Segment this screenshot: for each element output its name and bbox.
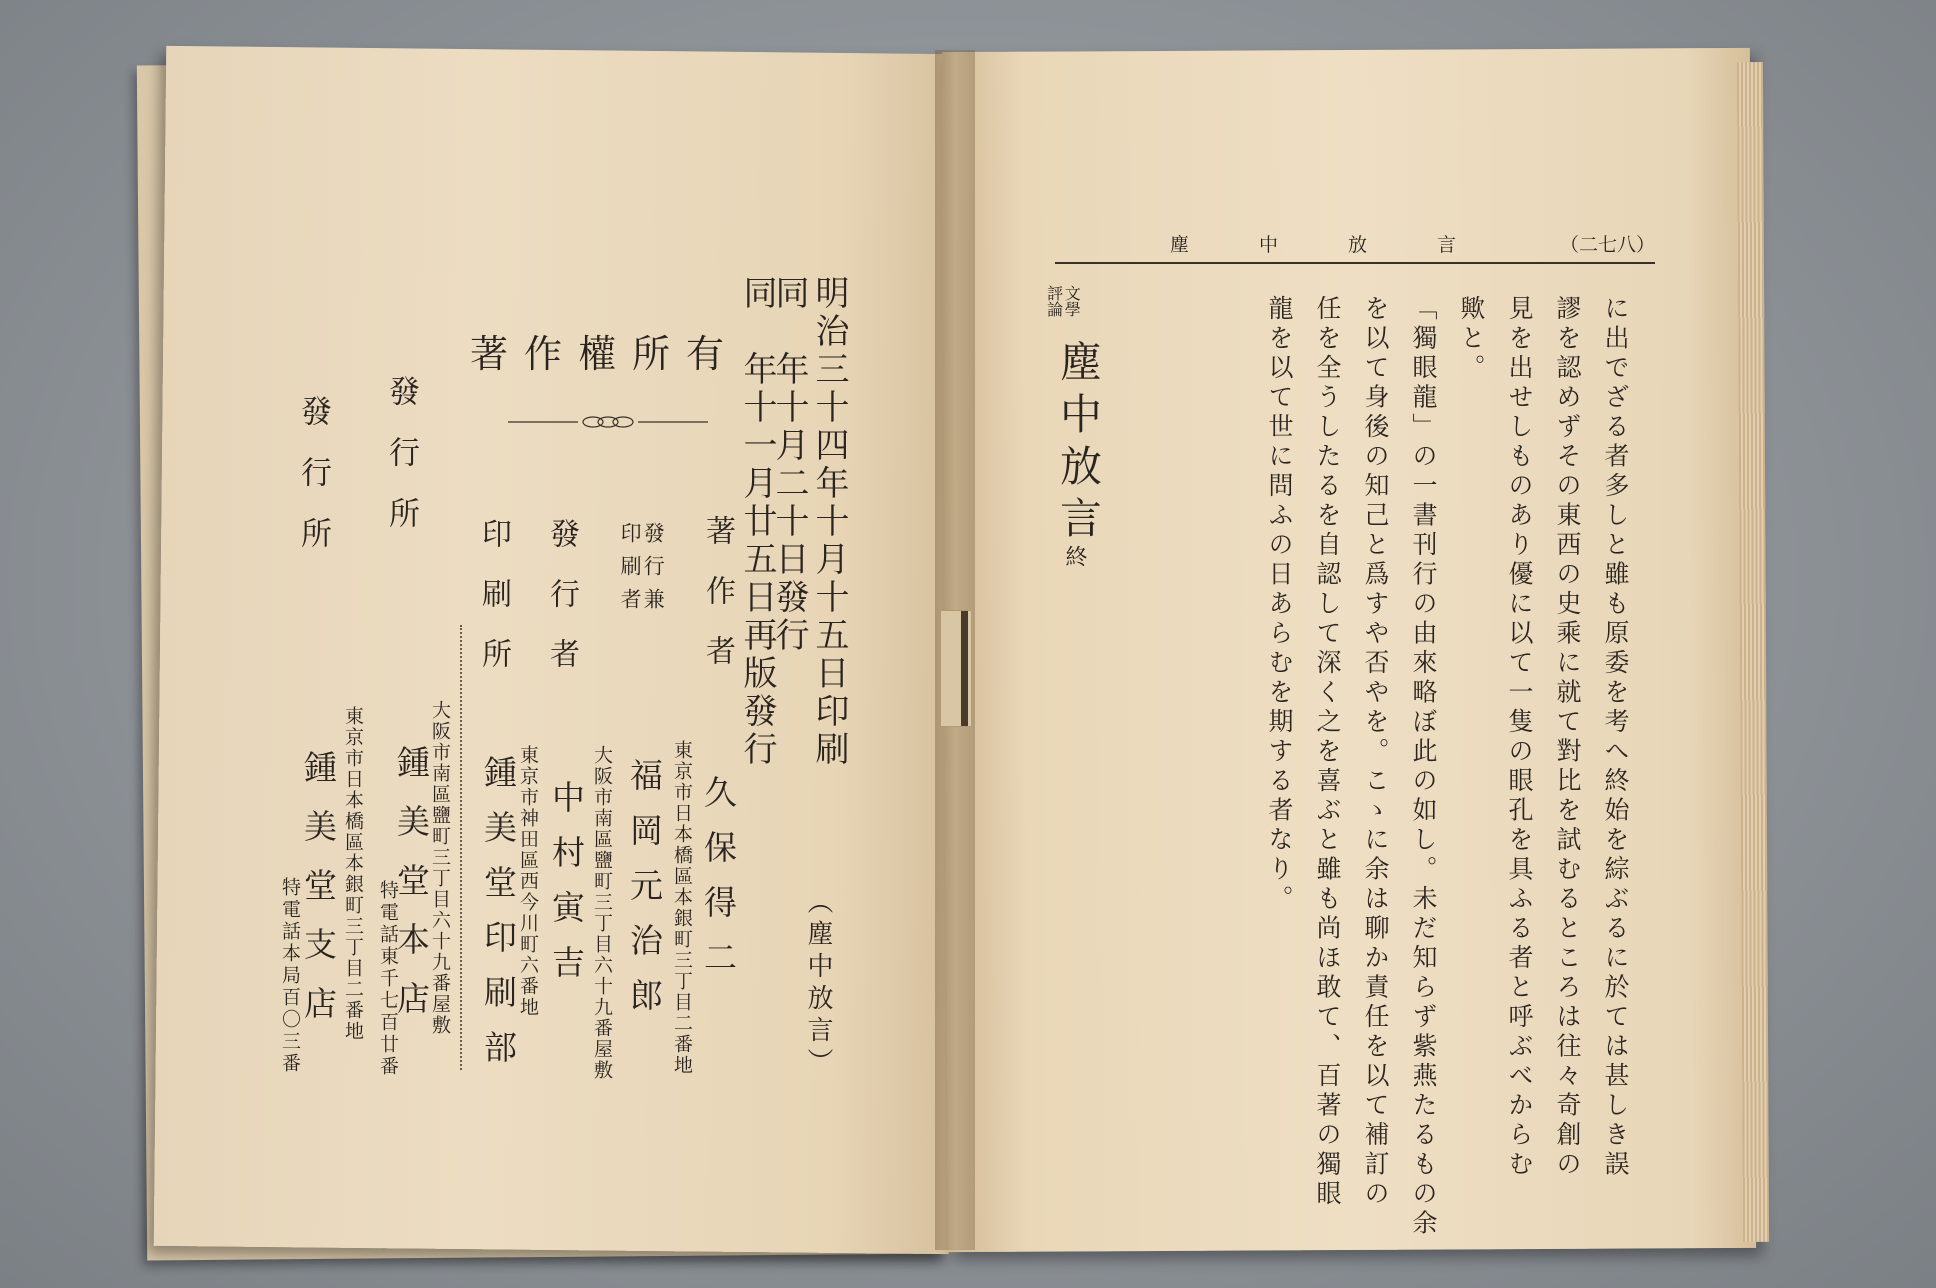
- publisher-printer-label: 發行兼 印刷者: [618, 522, 666, 621]
- branch-store-address: 東京市日本橋區本銀町三丁目二番地: [342, 706, 364, 1042]
- category-label: 文學 評論: [1044, 285, 1082, 317]
- author-name: 久保得二: [699, 775, 738, 995]
- binding-tab: [940, 610, 972, 727]
- ornament-divider: [508, 412, 708, 432]
- branch-store-name: 鍾美堂支店: [299, 750, 338, 1045]
- body-column-5: 「獨眼龍」の一書刊行の由來略ぼ此の如し。未だ知らず紫燕たるもの余: [1409, 295, 1438, 1239]
- body-column-6: を以て身後の知己と爲すや否やを。こゝに余は聊か責任を以て補訂の: [1361, 295, 1390, 1210]
- right-page: [942, 48, 1756, 1252]
- publisher-printer-address: 東京市日本橋區本銀町三丁目二番地: [671, 740, 693, 1076]
- publisher-address: 大阪市南區鹽町三丁目六十九番屋敷: [591, 745, 613, 1081]
- reprint-date: 同 年十一月廿五日再版發行: [737, 275, 777, 769]
- branch-store-tel: 特電話本局百〇三番: [279, 877, 301, 1075]
- author-label: 著作者: [700, 515, 735, 695]
- main-store-name: 鍾美堂本店: [392, 745, 431, 1040]
- page-number: （二七八）: [1560, 234, 1656, 256]
- body-column-7: 任を全うしたるを自認して深く之を喜ぶと雖も尚ほ敢て、百著の獨眼: [1313, 295, 1342, 1210]
- printing-office-address: 東京市神田區西今川町六番地: [517, 745, 539, 1018]
- print-date: 明治三十四年十月十五日印刷: [809, 275, 849, 769]
- publisher-label: 發行者: [544, 518, 579, 698]
- issuer-label-branch: 發行所: [295, 395, 331, 578]
- issue-date: 同 年十月二十日發行: [769, 275, 809, 655]
- edition-note: （塵中放言）: [803, 888, 833, 1080]
- body-column-3: 見を出せしものあり優に以て一隻の眼孔を具ふる者と呼ぶべからむ: [1505, 295, 1534, 1180]
- end-mark: 終: [1062, 545, 1087, 567]
- printing-office-name: 鍾美堂印刷部: [479, 755, 518, 1085]
- body-column-8: 龍を以て世に問ふの日あらむを期する者なり。: [1265, 295, 1294, 915]
- body-column-1: に出でざる者多しと雖も原委を考へ終始を綜ぶるに於ては甚しき誤: [1601, 295, 1630, 1180]
- main-store-tel: 特電話東千七百廿番: [377, 880, 399, 1078]
- running-header-title: 塵中放言: [1170, 234, 1527, 256]
- copyright-notice: 著作權所有: [470, 332, 741, 376]
- body-column-2: 謬を認めずその東西の史乘に就て對比を試むるところは往々奇創の: [1553, 295, 1582, 1180]
- publisher-name: 中村寅吉: [547, 780, 586, 1000]
- printing-office-label: 印刷所: [476, 518, 511, 698]
- dotted-divider: [460, 625, 462, 1070]
- issuer-label-main: 發行所: [383, 375, 419, 558]
- article-title: 塵中放言: [1054, 340, 1103, 548]
- main-store-address: 大阪市南區鹽町三丁目六十九番屋敷: [429, 700, 451, 1036]
- publisher-printer-name: 福岡元治郎: [625, 758, 664, 1033]
- body-column-4: 歟と。: [1457, 295, 1486, 384]
- header-rule: [1055, 262, 1655, 264]
